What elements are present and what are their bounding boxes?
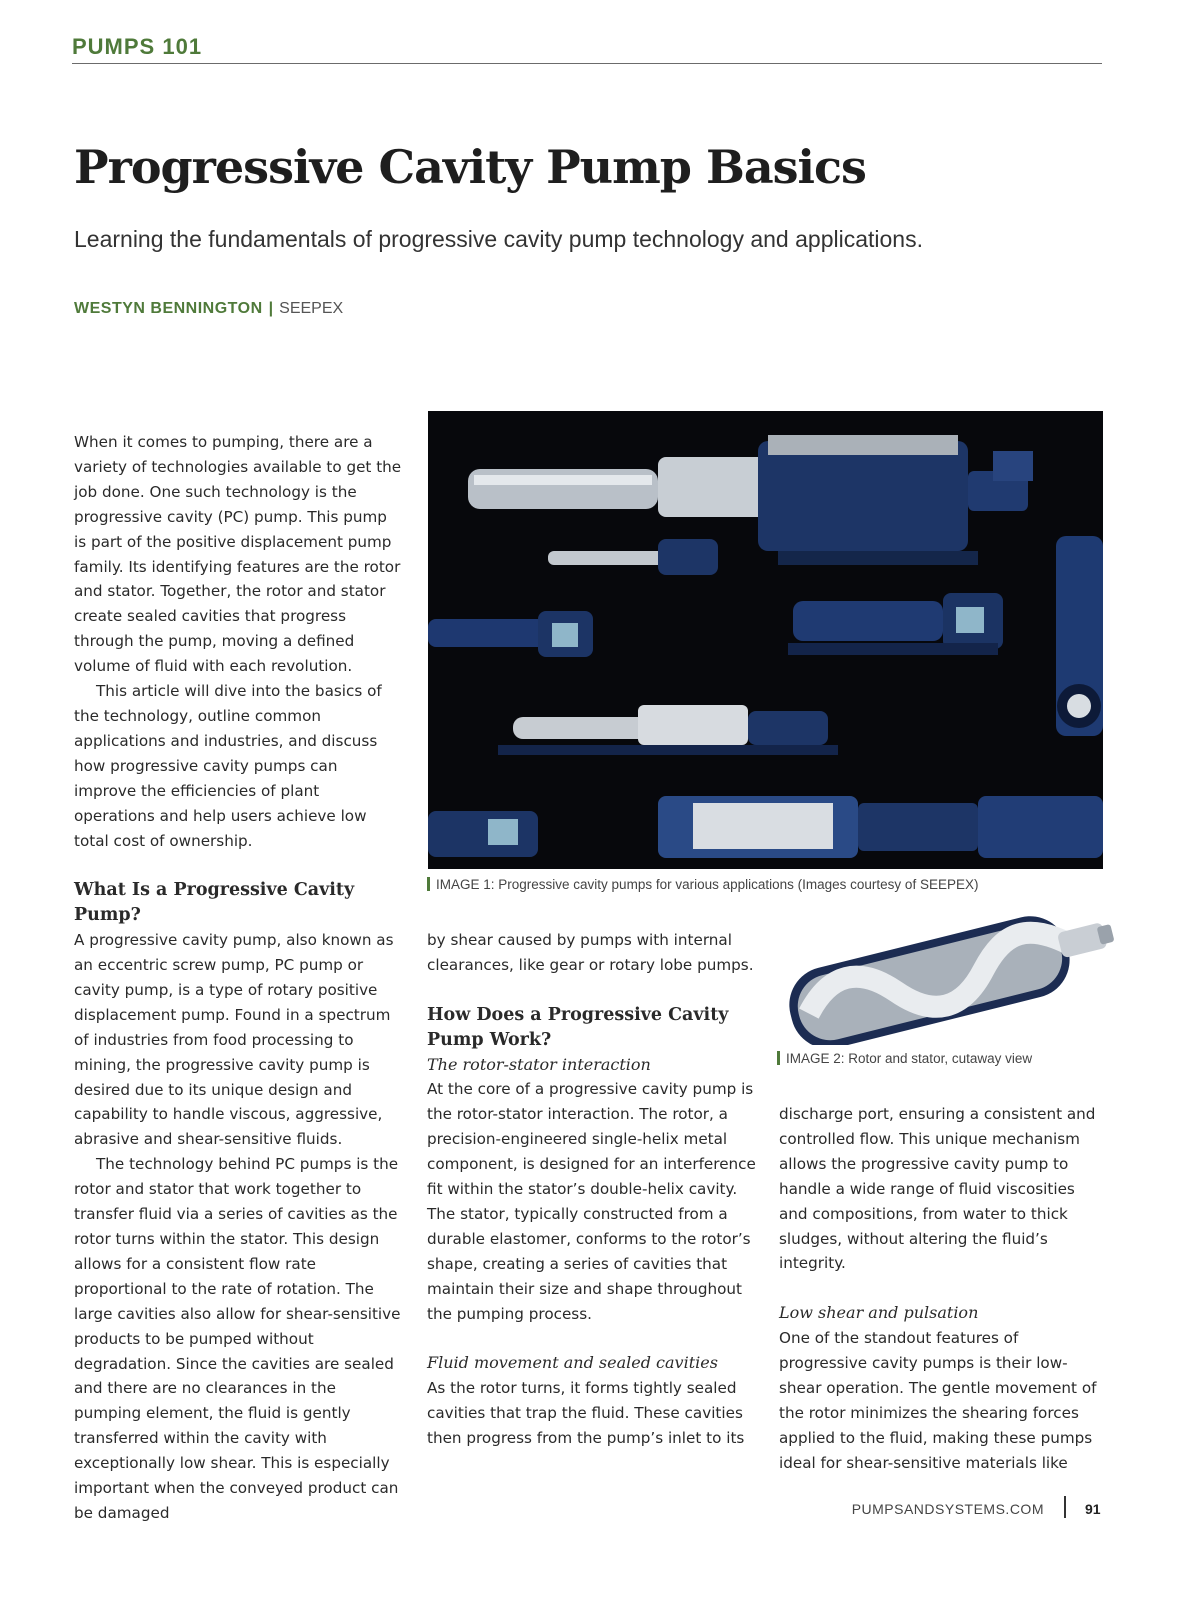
- body-paragraph-8: discharge port, ensuring a consistent and controlled flow. This unique mechanism allows the progressive cavity pump to handle a wide range of fluid viscosities and compositions, from water to thick sludges, without altering the fluid’s integrity.: [779, 1105, 1096, 1273]
- footer-site-url: PUMPSANDSYSTEMS.COM: [851, 1501, 1044, 1517]
- body-paragraph-7: As the rotor turns, it forms tightly sealed cavities that trap the fluid. These cavities then progress from the pump’s inlet to its: [427, 1379, 745, 1448]
- column-1: [74, 430, 402, 1526]
- column-2: [427, 928, 757, 1451]
- pumps-illustration: [428, 411, 1103, 869]
- byline-separator: |: [268, 300, 274, 317]
- section-heading-how-works: How Does a Progressive Cavity Pump Work?: [427, 1004, 729, 1050]
- author-organization: SEEPEX: [279, 300, 344, 317]
- caption-marker: [777, 1051, 780, 1065]
- body-paragraph-3: A progressive cavity pump, also known as an eccentric screw pump, PC pump or cavity pump, is a type of rotary positive displacement pump. Found in a spectrum of industries from food processing to mining, the progressive cavity pump is desired due to its unique design and capability to handle viscous, aggressive, abrasive and shear-sensitive fluids.: [74, 931, 394, 1149]
- image-1-caption-text: IMAGE 1: Progressive cavity pumps for various applications (Images courtesy of SEEPEX): [436, 877, 979, 892]
- page-number: 91: [1085, 1501, 1101, 1517]
- section-kicker: PUMPS 101: [72, 34, 203, 59]
- section-heading-what-is: What Is a Progressive Cavity Pump?: [74, 880, 355, 926]
- subheading-rotor-stator: The rotor-stator interaction: [427, 1054, 651, 1074]
- rotor-stator-illustration: [770, 875, 1120, 1045]
- image-2-caption-text: IMAGE 2: Rotor and stator, cutaway view: [786, 1051, 1033, 1066]
- footer-divider: [1064, 1496, 1066, 1518]
- author-name: WESTYN BENNINGTON: [74, 300, 263, 317]
- header-rule: [72, 63, 1102, 64]
- intro-paragraph-1: When it comes to pumping, there are a variety of technologies available to get the job done. One such technology is the progressive cavity (PC) pump. This pump is part of the positive displacement pump family. Its identifying features are the rotor and stator. Together, the rotor and stator create sealed cavities that progress through the pump, moving a defined volume of fluid with each revolution.: [74, 433, 402, 676]
- byline: [74, 300, 343, 318]
- body-paragraph-9: One of the standout features of progressive cavity pumps is their low-shear operation. The gentle movement of the rotor minimizes the shearing forces applied to the fluid, making these pumps ideal for shear-sensitive materials like: [779, 1329, 1097, 1472]
- caption-marker: [427, 877, 430, 891]
- image-2-caption: [777, 1051, 1032, 1066]
- intro-paragraph-2: This article will dive into the basics of the technology, outline common applications and industries, and discuss how progressive cavity pumps can improve the efficiencies of plant operations and help users achieve low total cost of ownership.: [74, 682, 382, 850]
- body-paragraph-4: The technology behind PC pumps is the rotor and stator that work together to transfer fluid via a series of cavities as the rotor turns within the stator. This design allows for a consistent flow rate proportional to the rate of rotation. The large cavities also allow for shear-sensitive products to be pumped without degradation. Since the cavities are sealed and there are no clearances in the pumping element, the fluid is gently transferred within the cavity with exceptionally low shear. This is especially important when the conveyed product can be damaged: [74, 1155, 401, 1522]
- subheading-fluid-movement: Fluid movement and sealed cavities: [427, 1353, 718, 1373]
- subheading-low-shear: Low shear and pulsation: [779, 1303, 979, 1323]
- article-title: Progressive Cavity Pump Basics: [74, 140, 866, 194]
- image-2-rotor-stator: [770, 875, 1120, 1045]
- article-subtitle: Learning the fundamentals of progressive cavity pump technology and applications.: [74, 226, 923, 252]
- image-1-pumps-photo: [428, 411, 1103, 869]
- body-paragraph-5: by shear caused by pumps with internal clearances, like gear or rotary lobe pumps.: [427, 931, 754, 974]
- column-3: [779, 1102, 1105, 1476]
- body-paragraph-6: At the core of a progressive cavity pump is the rotor-stator interaction. The rotor, a precision-engineered single-helix metal component, is designed for an interference fit within the stator’s double-helix cavity. The stator, typically constructed from a durable elastomer, conforms to the rotor’s shape, creating a series of cavities that maintain their size and shape throughout the pumping process.: [427, 1080, 756, 1323]
